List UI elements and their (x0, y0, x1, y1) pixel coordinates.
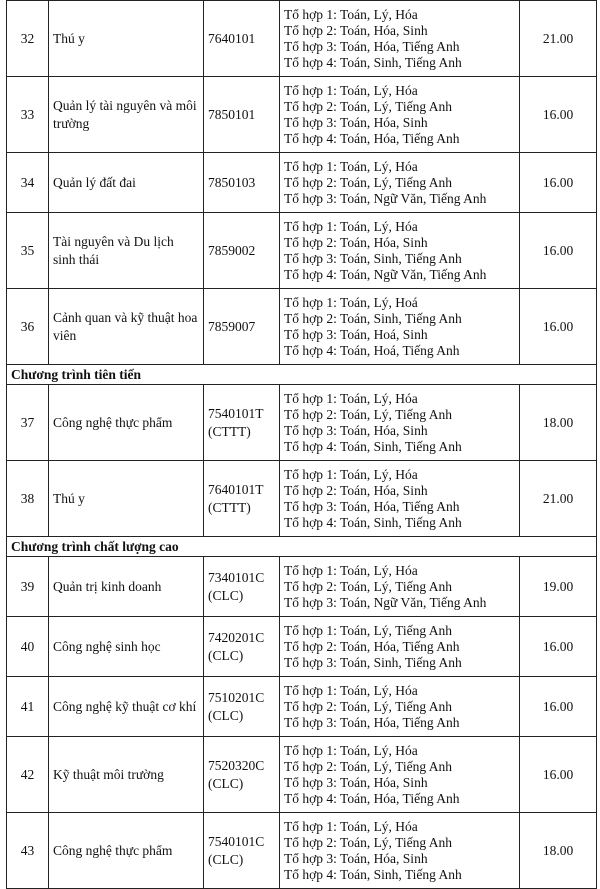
major-name: Tài nguyên và Du lịch sinh thái (49, 213, 204, 289)
major-name: Công nghệ kỹ thuật cơ khí (49, 677, 204, 737)
major-name: Kỹ thuật môi trường (49, 737, 204, 813)
subject-combinations (280, 737, 520, 813)
combination-line: Tổ hợp 1: Toán, Lý, Hóa (284, 6, 418, 22)
row-number: 39 (7, 557, 49, 617)
section-title: Chương trình chất lượng cao (7, 537, 597, 557)
combination-line: Tổ hợp 2: Toán, Lý, Tiếng Anh (284, 834, 452, 850)
subject-combinations (280, 289, 520, 365)
combination-line: Tổ hợp 1: Toán, Lý, Hóa (284, 82, 418, 98)
cutoff-score: 16.00 (520, 677, 597, 737)
major-name: Công nghệ thực phẩm (49, 813, 204, 889)
cutoff-score: 16.00 (520, 289, 597, 365)
combination-line: Tổ hợp 2: Toán, Lý, Tiếng Anh (284, 406, 452, 422)
subject-combinations (280, 153, 520, 213)
major-code: 7540101C (CLC) (204, 813, 280, 889)
major-name: Quản trị kinh doanh (49, 557, 204, 617)
subject-combinations (280, 557, 520, 617)
major-code: 7540101T (CTTT) (204, 385, 280, 461)
combination-line: Tổ hợp 2: Toán, Hóa, Tiếng Anh (284, 638, 460, 654)
major-code: 7640101 (204, 1, 280, 77)
subject-combinations (280, 617, 520, 677)
table-body (7, 1, 597, 889)
major-code: 7859002 (204, 213, 280, 289)
combination-line: Tổ hợp 4: Toán, Hóa, Tiếng Anh (284, 130, 460, 146)
subject-combinations (280, 461, 520, 537)
combination-line: Tổ hợp 4: Toán, Sinh, Tiếng Anh (284, 514, 462, 530)
combination-line: Tổ hợp 1: Toán, Lý, Hóa (284, 562, 418, 578)
cutoff-score: 18.00 (520, 385, 597, 461)
section-row (7, 365, 597, 385)
combination-line: Tổ hợp 3: Toán, Sinh, Tiếng Anh (284, 250, 462, 266)
row-number: 40 (7, 617, 49, 677)
combination-line: Tổ hợp 4: Toán, Ngữ Văn, Tiếng Anh (284, 266, 487, 282)
major-code: 7510201C (CLC) (204, 677, 280, 737)
combination-line: Tổ hợp 2: Toán, Sinh, Tiếng Anh (284, 310, 462, 326)
combination-line: Tổ hợp 3: Toán, Hóa, Sinh (284, 850, 428, 866)
combination-line: Tổ hợp 2: Toán, Hóa, Sinh (284, 22, 428, 38)
row-number: 43 (7, 813, 49, 889)
combination-line: Tổ hợp 3: Toán, Hóa, Sinh (284, 774, 428, 790)
combination-line: Tổ hợp 2: Toán, Lý, Tiếng Anh (284, 174, 452, 190)
admission-score-table (6, 0, 597, 889)
row-number: 41 (7, 677, 49, 737)
major-name: Cảnh quan và kỹ thuật hoa viên (49, 289, 204, 365)
table-row (7, 289, 597, 365)
combination-line: Tổ hợp 3: Toán, Hoá, Sinh (284, 326, 428, 342)
cutoff-score: 16.00 (520, 737, 597, 813)
combination-line: Tổ hợp 4: Toán, Sinh, Tiếng Anh (284, 438, 462, 454)
cutoff-score: 16.00 (520, 617, 597, 677)
major-name: Quản lý tài nguyên và môi trường (49, 77, 204, 153)
combination-line: Tổ hợp 1: Toán, Lý, Hóa (284, 818, 418, 834)
table-row (7, 213, 597, 289)
major-name: Quản lý đất đai (49, 153, 204, 213)
subject-combinations (280, 677, 520, 737)
row-number: 35 (7, 213, 49, 289)
combination-line: Tổ hợp 3: Toán, Sinh, Tiếng Anh (284, 654, 462, 670)
combination-line: Tổ hợp 1: Toán, Lý, Hóa (284, 218, 418, 234)
cutoff-score: 21.00 (520, 461, 597, 537)
subject-combinations (280, 1, 520, 77)
combination-line: Tổ hợp 3: Toán, Hóa, Tiếng Anh (284, 714, 460, 730)
major-code: 7420201C (CLC) (204, 617, 280, 677)
cutoff-score: 16.00 (520, 77, 597, 153)
combination-line: Tổ hợp 3: Toán, Hóa, Sinh (284, 422, 428, 438)
table-row (7, 677, 597, 737)
table-row (7, 617, 597, 677)
cutoff-score: 21.00 (520, 1, 597, 77)
combination-line: Tổ hợp 2: Toán, Lý, Tiếng Anh (284, 758, 452, 774)
combination-line: Tổ hợp 1: Toán, Lý, Hóa (284, 466, 418, 482)
table-row (7, 385, 597, 461)
table-row (7, 813, 597, 889)
combination-line: Tổ hợp 3: Toán, Hóa, Tiếng Anh (284, 38, 460, 54)
row-number: 38 (7, 461, 49, 537)
subject-combinations (280, 385, 520, 461)
combination-line: Tổ hợp 2: Toán, Lý, Tiếng Anh (284, 578, 452, 594)
major-code: 7520320C (CLC) (204, 737, 280, 813)
row-number: 33 (7, 77, 49, 153)
table-row (7, 737, 597, 813)
cutoff-score: 16.00 (520, 213, 597, 289)
table-row (7, 557, 597, 617)
row-number: 36 (7, 289, 49, 365)
combination-line: Tổ hợp 2: Toán, Hóa, Sinh (284, 234, 428, 250)
table-row (7, 1, 597, 77)
combination-line: Tổ hợp 4: Toán, Sinh, Tiếng Anh (284, 54, 462, 70)
combination-line: Tổ hợp 4: Toán, Hóa, Tiếng Anh (284, 790, 460, 806)
major-code: 7850103 (204, 153, 280, 213)
row-number: 42 (7, 737, 49, 813)
major-code: 7640101T (CTTT) (204, 461, 280, 537)
major-name: Công nghệ sinh học (49, 617, 204, 677)
row-number: 32 (7, 1, 49, 77)
major-name: Công nghệ thực phẩm (49, 385, 204, 461)
major-code: 7340101C (CLC) (204, 557, 280, 617)
table-row (7, 153, 597, 213)
section-row (7, 537, 597, 557)
subject-combinations (280, 213, 520, 289)
combination-line: Tổ hợp 1: Toán, Lý, Hóa (284, 158, 418, 174)
combination-line: Tổ hợp 1: Toán, Lý, Hoá (284, 294, 418, 310)
combination-line: Tổ hợp 2: Toán, Lý, Tiếng Anh (284, 698, 452, 714)
combination-line: Tổ hợp 3: Toán, Ngữ Văn, Tiếng Anh (284, 594, 487, 610)
cutoff-score: 18.00 (520, 813, 597, 889)
combination-line: Tổ hợp 1: Toán, Lý, Hóa (284, 390, 418, 406)
combination-line: Tổ hợp 4: Toán, Hoá, Tiếng Anh (284, 342, 460, 358)
major-code: 7859007 (204, 289, 280, 365)
cutoff-score: 19.00 (520, 557, 597, 617)
combination-line: Tổ hợp 2: Toán, Hóa, Sinh (284, 482, 428, 498)
major-name: Thú y (49, 461, 204, 537)
combination-line: Tổ hợp 4: Toán, Sinh, Tiếng Anh (284, 866, 462, 882)
row-number: 34 (7, 153, 49, 213)
combination-line: Tổ hợp 1: Toán, Lý, Hóa (284, 682, 418, 698)
table-row (7, 461, 597, 537)
combination-line: Tổ hợp 3: Toán, Ngữ Văn, Tiếng Anh (284, 190, 487, 206)
combination-line: Tổ hợp 2: Toán, Lý, Tiếng Anh (284, 98, 452, 114)
major-name: Thú y (49, 1, 204, 77)
row-number: 37 (7, 385, 49, 461)
combination-line: Tổ hợp 1: Toán, Lý, Hóa (284, 742, 418, 758)
major-code: 7850101 (204, 77, 280, 153)
section-title: Chương trình tiên tiến (7, 365, 597, 385)
table-row (7, 77, 597, 153)
cutoff-score: 16.00 (520, 153, 597, 213)
combination-line: Tổ hợp 3: Toán, Hóa, Tiếng Anh (284, 498, 460, 514)
combination-line: Tổ hợp 3: Toán, Hóa, Sinh (284, 114, 428, 130)
subject-combinations (280, 77, 520, 153)
subject-combinations (280, 813, 520, 889)
combination-line: Tổ hợp 1: Toán, Lý, Tiếng Anh (284, 622, 452, 638)
